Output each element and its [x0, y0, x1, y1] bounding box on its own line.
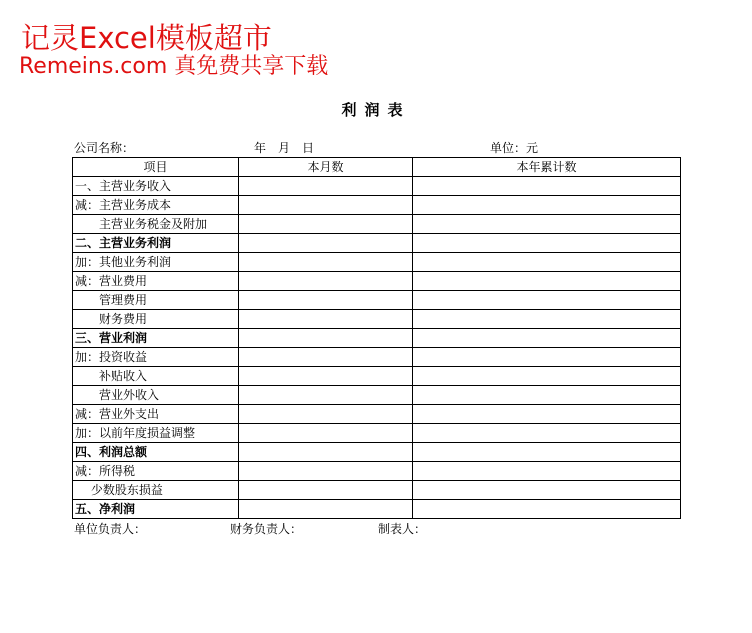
cell-month[interactable]	[239, 405, 413, 424]
income-statement-table	[72, 157, 681, 519]
brand-subtitle: Remeins.com 真免费共享下载	[19, 54, 329, 79]
table-row	[73, 329, 681, 348]
cell-month[interactable]	[239, 329, 413, 348]
table-row	[73, 462, 681, 481]
preparer-label: 制表人：	[378, 522, 427, 536]
cell-ytd[interactable]	[413, 215, 681, 234]
cell-ytd[interactable]	[413, 500, 681, 519]
cell-ytd[interactable]	[413, 424, 681, 443]
row-label: 加：其他业务利润	[73, 253, 239, 272]
row-label: 一、主营业务收入	[73, 177, 239, 196]
cell-month[interactable]	[239, 234, 413, 253]
row-label: 管理费用	[73, 291, 239, 310]
cell-month[interactable]	[239, 462, 413, 481]
row-label: 减：所得税	[73, 462, 239, 481]
table-row	[73, 253, 681, 272]
brand-title: 记灵Excel模板超市	[21, 21, 272, 55]
table-row	[73, 424, 681, 443]
cell-ytd[interactable]	[413, 481, 681, 500]
header-item: 项目	[73, 158, 239, 177]
row-label: 营业外收入	[73, 386, 239, 405]
date-label: 年 月 日	[254, 141, 315, 155]
cell-month[interactable]	[239, 500, 413, 519]
cell-ytd[interactable]	[413, 348, 681, 367]
cell-month[interactable]	[239, 253, 413, 272]
table-row	[73, 481, 681, 500]
row-label: 五、净利润	[73, 500, 239, 519]
cell-ytd[interactable]	[413, 443, 681, 462]
table-row	[73, 196, 681, 215]
table-row	[73, 367, 681, 386]
cell-ytd[interactable]	[413, 405, 681, 424]
cell-ytd[interactable]	[413, 386, 681, 405]
cell-ytd[interactable]	[413, 196, 681, 215]
row-label: 减：主营业务成本	[73, 196, 239, 215]
cell-ytd[interactable]	[413, 272, 681, 291]
cell-month[interactable]	[239, 272, 413, 291]
row-label: 减：营业外支出	[73, 405, 239, 424]
row-label: 四、利润总额	[73, 443, 239, 462]
cell-ytd[interactable]	[413, 291, 681, 310]
header-ytd: 本年累计数	[413, 158, 681, 177]
cell-month[interactable]	[239, 386, 413, 405]
unit-head-label: 单位负责人：	[74, 522, 147, 536]
cell-month[interactable]	[239, 291, 413, 310]
table-row	[73, 310, 681, 329]
row-label: 三、营业利润	[73, 329, 239, 348]
table-header-row	[73, 158, 681, 177]
sheet-title: 利润表	[341, 101, 411, 119]
row-label: 加：投资收益	[73, 348, 239, 367]
cell-ytd[interactable]	[413, 329, 681, 348]
cell-ytd[interactable]	[413, 367, 681, 386]
finance-head-label: 财务负责人：	[230, 522, 303, 536]
row-label: 少数股东损益	[73, 481, 239, 500]
cell-ytd[interactable]	[413, 177, 681, 196]
row-label: 财务费用	[73, 310, 239, 329]
unit-label: 单位：元	[490, 141, 539, 155]
cell-month[interactable]	[239, 215, 413, 234]
cell-ytd[interactable]	[413, 234, 681, 253]
row-label: 减：营业费用	[73, 272, 239, 291]
table-row	[73, 272, 681, 291]
table-row	[73, 234, 681, 253]
row-label: 补贴收入	[73, 367, 239, 386]
header-month: 本月数	[239, 158, 413, 177]
cell-month[interactable]	[239, 367, 413, 386]
cell-month[interactable]	[239, 481, 413, 500]
table-row	[73, 291, 681, 310]
cell-ytd[interactable]	[413, 253, 681, 272]
row-label: 主营业务税金及附加	[73, 215, 239, 234]
cell-month[interactable]	[239, 196, 413, 215]
cell-ytd[interactable]	[413, 310, 681, 329]
table-row	[73, 405, 681, 424]
company-name-label: 公司名称：	[74, 141, 135, 155]
cell-month[interactable]	[239, 424, 413, 443]
table-row	[73, 348, 681, 367]
cell-month[interactable]	[239, 443, 413, 462]
cell-month[interactable]	[239, 348, 413, 367]
table-row	[73, 500, 681, 519]
table-row	[73, 443, 681, 462]
cell-ytd[interactable]	[413, 462, 681, 481]
table-row	[73, 386, 681, 405]
table-row	[73, 215, 681, 234]
row-label: 二、主营业务利润	[73, 234, 239, 253]
cell-month[interactable]	[239, 177, 413, 196]
cell-month[interactable]	[239, 310, 413, 329]
table-row	[73, 177, 681, 196]
row-label: 加：以前年度损益调整	[73, 424, 239, 443]
